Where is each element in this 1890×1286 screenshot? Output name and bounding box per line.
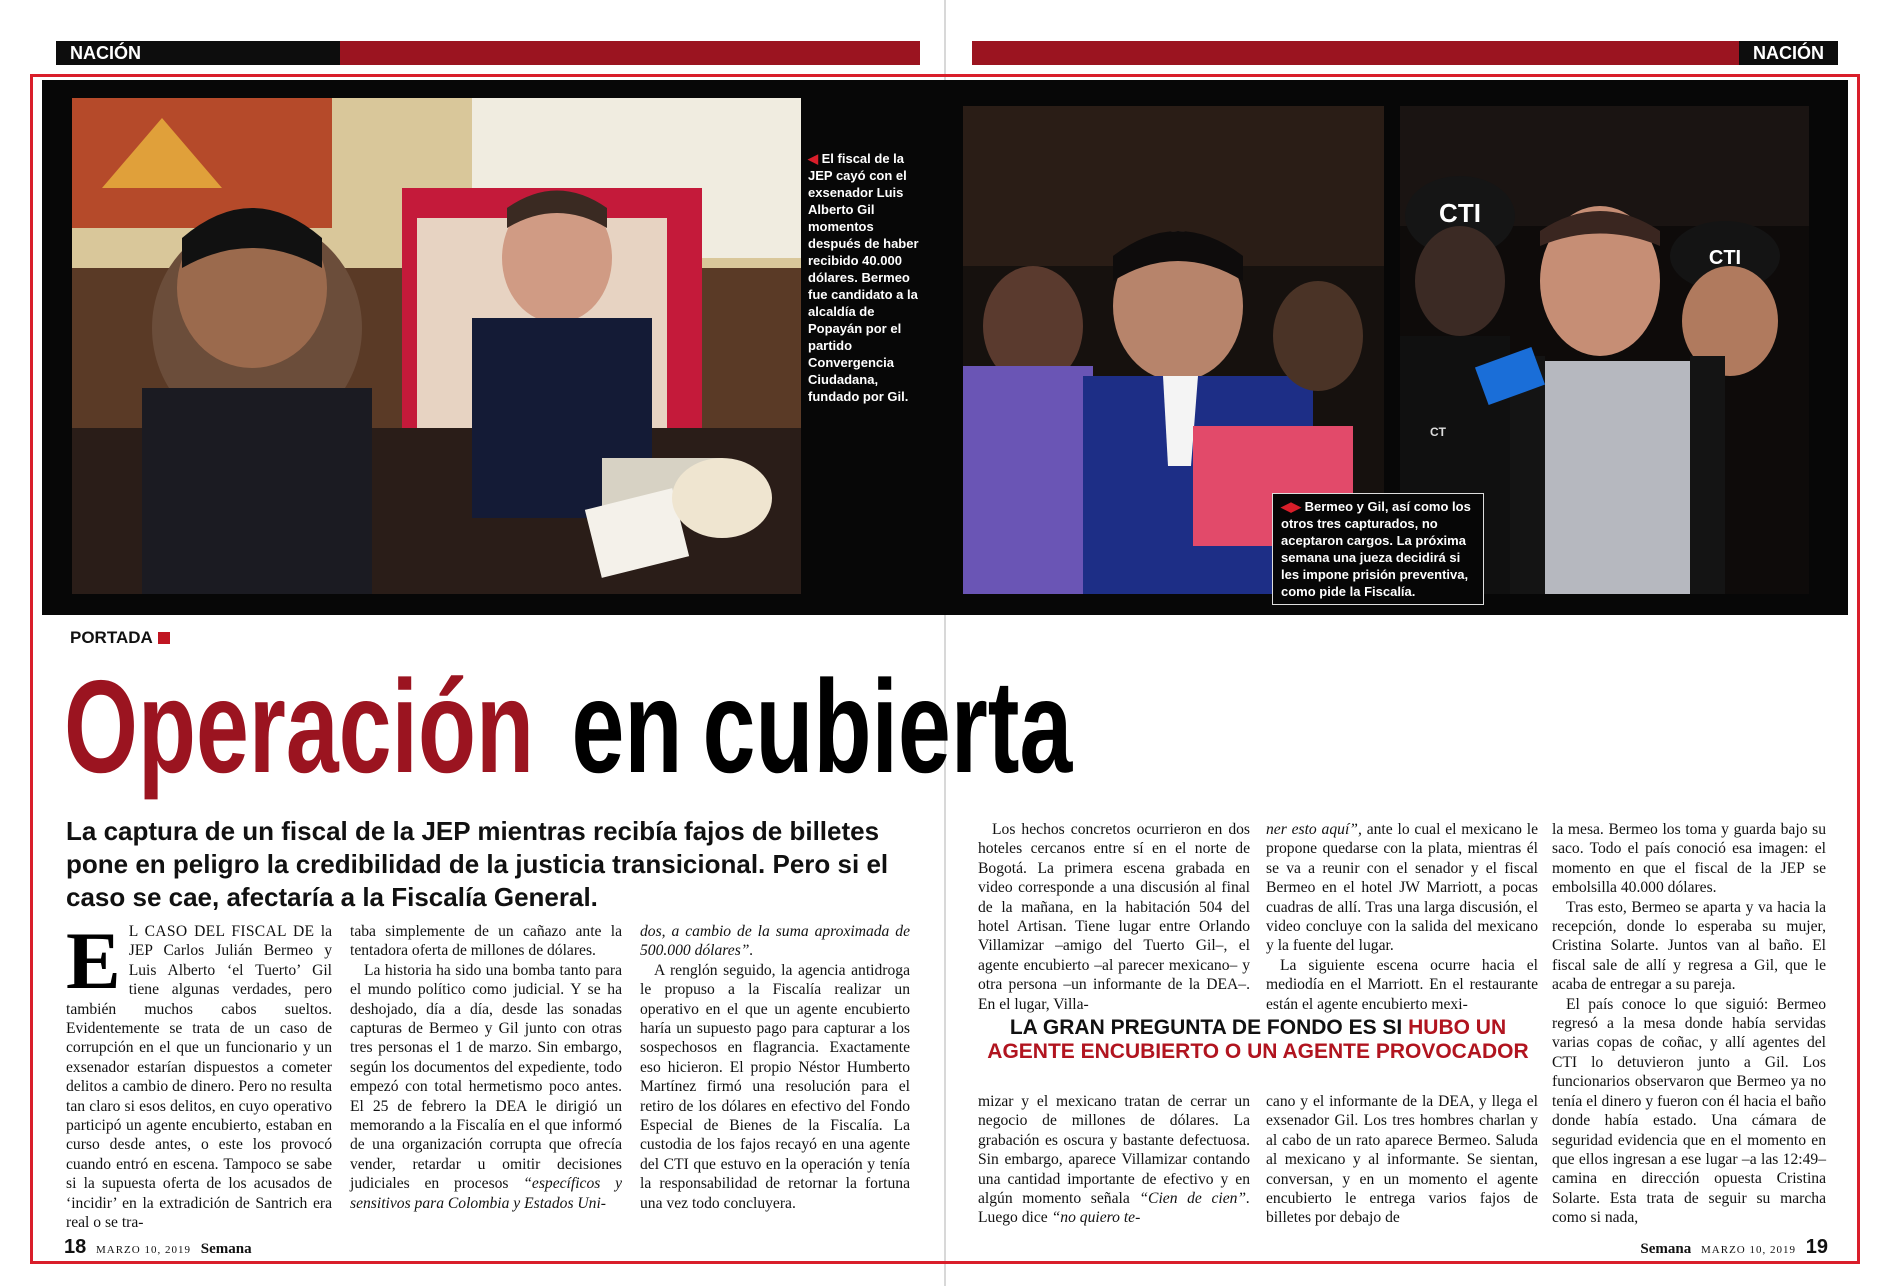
cti-vest-label: CT [1430,425,1446,439]
column-5-quote-cont: ner esto aquí”, [1266,821,1362,838]
column-2-quote: “específicos y sensitivos para Colombia y Estados Uni- [350,1175,622,1212]
red-border-frame [30,74,1860,1264]
section-bar-left [56,41,920,65]
section-label-right: NACIÓN [1739,41,1838,65]
magazine-name-right: Semana [1640,1241,1692,1257]
headline-word-3: cubierta [702,653,1073,800]
column-2-para-1: taba simplemente de un cañazo ante la tentadora oferta de millones de dólares. [350,923,622,960]
column-4-text: Los hechos concretos ocurrieron en dos hoteles cercanos entre sí en el norte de Bogotá. La primera escena grabada en video corresponde a una discusión al final de la mañana, en la habitación 504 del hotel Artisan. Tiene lugar entre Orlando Villamizar –amigo del Tuerto Gil–, el agente encubierto –al parecer mexicano– y otra persona –un informante de la DEA–. En el lugar, Villa- [978,821,1250,1013]
magazine-name-left: Semana [200,1241,252,1257]
pull-quote-red: HUBO UN AGENTE ENCUBIERTO O UN AGENTE PROVOCADOR [987,1016,1529,1063]
column-4b-quote-1: “Cien de cien”. [1139,1190,1250,1208]
caption-pointer-left-icon: ◀ [808,151,818,166]
pull-quote-black: LA GRAN PREGUNTA DE FONDO ES SI [1009,1016,1403,1039]
column-3-para-1: A renglón seguido, la agencia antidroga le propuso a la Fiscalía realizar un operativo en el que un agente encubierto haría un supuesto pago para capturar a los sospechosos en flagrancia. Exactamente eso hicieron. El propio Néstor Humberto Martínez firmó una resolución para el retiro de los dólares en efectivo del Fondo Especial de Bienes de la Fiscalía. La custodia de los fajos recayó en una agente del CTI que estuvo en la operación y tenía la responsabilidad de retornar la fortuna una vez todo concluyera. [640,961,910,1212]
page-number-right: 19 [1805,1236,1828,1258]
lead-in: L CASO DEL FISCAL DE [128,923,315,940]
caption-text-photo1: El fiscal de la JEP cayó con el exsenador Luis Alberto Gil momentos después de haber recibido 40.000 dólares. Bermeo fue candidato a la alcaldía de Popayán por el partido Convergencia Ciudadana, fundado por Gil. [808,151,919,404]
column-4b-quote-2: “no quiero te- [1051,1209,1141,1227]
column-4b-text: mizar y el mexicano tratan de cerrar un negocio de millones de dólares. La grabación es oscura y bastante defectuosa. Sin embargo, aparece Villamizar contando una cantidad importante de efectivo y en algún momento señala [978,1093,1250,1208]
column-6-para-3: El país conoce lo que siguió: Bermeo regresó a la mesa donde había servidas varias copas de coñac, y allí agentes del CTI lo detuvieron junto a Gil. Los funcionarios observaron que Bermeo ya no tenía el dinero y fueron con él hacia el baño donde había estado. Una cámara de seguridad evidencia que en el momento en que ellos ingresan a ese lugar –a las 12:49– camina en dirección opuesta Cristina Solarte. Esta trata de seguir su marcha como si nada, [1552,995,1826,1227]
section-label-left: NACIÓN [56,41,340,65]
article-deck: La captura de un fiscal de la JEP mientras recibía fajos de billetes pone en peligro la credibilidad de la justicia transicional. Pero si el caso se cae, afectaría a la Fiscalía General. [66,816,889,912]
column-1-text: la JEP Carlos Julián Bermeo y Luis Alberto ‘el Tuerto’ Gil tiene algunas verdades, pero también muchos cabos sueltos. Evidentemente se trata de un caso de corrupción en el que un funcionario y un exsenador estarían dispuestos a cometer delitos a cambio de dinero. Pero no resulta tan claro si esos delitos, en cuyo operativo participó un agente encubierto, estaban en curso desde antes, o este los provocó cuando entró en escena. Tampoco se sabe si la supuesta oferta de los acusados de ‘incidir’ en la extradición de Santrich era real o se tra- [66,923,332,1232]
caption-pointer-both-icon: ◀▶ [1281,499,1301,514]
cti-cap-right-label: CTI [1708,247,1742,269]
column-6-para-1: la mesa. Bermeo los toma y guarda bajo su saco. Todo el país conoció esa imagen: el momento en que el fiscal de la JEP se embolsilla 40.000 dólares. [1552,821,1826,897]
caption-text-photo2: Bermeo y Gil, así como los otros tres capturados, no aceptaron cargos. La próxima semana una jueza decidirá si les impone prisión preventiva, como pide la Fiscalía. [1281,499,1471,599]
column-4b-text-2: Luego dice [978,1209,1048,1227]
kicker-label: PORTADA [70,628,153,647]
headline-word-2: en [571,653,683,800]
issue-date-right: MARZO 10, 2019 [1701,1244,1796,1256]
headline-word-1: Operación [64,653,535,800]
page-number-left: 18 [64,1236,87,1258]
section-bar-right [972,41,1838,65]
column-3-quote-cont: dos, a cambio de la suma aproximada de 500.000 dólares”. [640,923,910,960]
column-5-para-1: ante lo cual el mexicano le propone quedarse con la plata, mientras él se va a reunir con el senador y el fiscal Bermeo en el hotel JW Marriott, a pocas cuadras de allí. Tras una larga discusión, el video concluye con la salida del mexicano y la fuente del lugar. [1266,821,1538,955]
issue-date-left: MARZO 10, 2019 [96,1244,191,1256]
cti-cap-left-label: CTI [1439,198,1481,228]
column-5-para-2: La siguiente escena ocurre hacia el mediodía en el Marriott. En el restaurante están el agente encubierto mexi- [1266,956,1538,1013]
column-5b-text: cano y el informante de la DEA, y llega el exsenador Gil. Los tres hombres charlan y al cabo de un rato aparece Bermeo. Saluda al mexicano y al informante. Se sientan, conversan, y en un momento el agente encubierto le entrega varios fajos de billetes por debajo de [1266,1093,1538,1227]
drop-cap: E [66,915,121,1006]
column-2-para-2-text: La historia ha sido una bomba tanto para el mundo político como judicial. Y se ha deshojado, día a día, desde las sonadas capturas de Bermeo y Gil junto con otras tres personas el 1 de marzo. Sin embargo, según los documentos del expediente, todo empezó con total hermetismo poco antes. El 25 de febrero la DEA le dirigió un memorando a la Fiscalía en el que informó de una organización corrupta que ofrecía vender, retardar u omitir decisiones judiciales en procesos [350,961,622,1193]
column-6-para-2: Tras esto, Bermeo se aparta y va hacia la recepción, donde lo esperaba su mujer, Cristina Solarte. Juntos van al baño. El fiscal sale de allí y regresa a Gil, que le acaba de entregar a su pareja. [1552,898,1826,994]
